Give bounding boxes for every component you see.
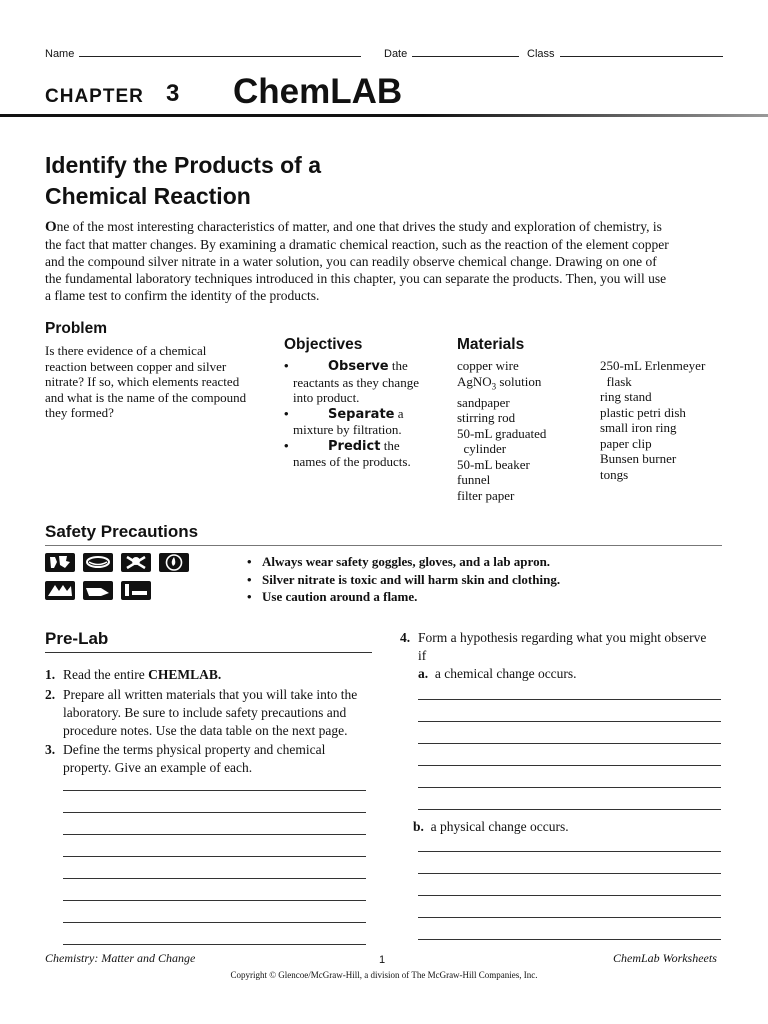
answer-line[interactable]	[63, 856, 366, 857]
answer-line[interactable]	[418, 699, 721, 700]
materials-column-1	[457, 358, 546, 503]
problem-line: they formed?	[45, 405, 114, 420]
agno3-formula: AgNO	[457, 373, 492, 389]
prelab-item-3	[45, 741, 375, 777]
answer-line[interactable]	[418, 721, 721, 722]
material-item: Bunsen burner	[600, 451, 677, 466]
objectives-list	[284, 358, 444, 470]
prelab-item-4b	[413, 819, 569, 835]
hand-safety-icon	[83, 581, 113, 600]
answer-line[interactable]	[418, 809, 721, 810]
answer-line[interactable]	[418, 765, 721, 766]
footer-book-title: Chemistry: Matter and Change	[45, 951, 196, 965]
answer-line[interactable]	[63, 944, 366, 945]
chapter-label: CHAPTER	[45, 86, 144, 107]
prelab-item-1	[45, 666, 375, 684]
answer-line[interactable]	[418, 873, 721, 874]
safety-item: • Silver nitrate is toxic and will harm skin and clothing.	[247, 571, 560, 589]
answer-line[interactable]	[418, 851, 721, 852]
item-text: Define the terms physical property and chemical	[63, 742, 326, 757]
material-item: paper clip	[600, 435, 652, 451]
problem-line: nitrate? If so, which elements reacted	[45, 374, 240, 389]
item-text: laboratory. Be sure to include safety precautions and	[63, 705, 347, 720]
item-text: Prepare all written materials that you will take into the	[63, 687, 358, 702]
agno3-subscript: 3	[491, 381, 497, 392]
answer-line[interactable]	[63, 834, 366, 835]
objective-item	[284, 358, 444, 406]
goggles-icon	[45, 553, 75, 572]
material-item	[457, 374, 546, 395]
item-bold-text: CHEMLAB.	[148, 667, 222, 682]
safety-rule	[45, 545, 722, 546]
objective-text: mixture by filtration.	[293, 422, 402, 437]
class-underline	[560, 45, 723, 57]
item-text: a chemical change occurs.	[434, 666, 577, 681]
agno3-rest: solution	[496, 373, 542, 389]
answer-line[interactable]	[63, 812, 366, 813]
objective-text: the	[380, 437, 400, 453]
material-item: plastic petri dish	[600, 404, 686, 420]
fume-icon	[121, 581, 151, 600]
materials-heading: Materials	[457, 336, 525, 353]
intro-paragraph	[45, 218, 675, 304]
material-item: ring stand	[600, 389, 652, 404]
objective-item	[284, 438, 444, 470]
answer-line[interactable]	[418, 787, 721, 788]
intro-drop-letter: O	[45, 219, 57, 235]
footer-section-title: ChemLab Worksheets	[613, 951, 717, 965]
prelab-item-4	[400, 629, 730, 665]
material-item: sandpaper	[457, 394, 510, 410]
objective-text: a	[394, 405, 404, 421]
objective-verb: Separate	[328, 406, 395, 422]
header-rule	[0, 114, 768, 117]
page-number: 1	[379, 954, 386, 966]
copyright-notice: Copyright © Glencoe/McGraw-Hill, a division of The McGraw-Hill Companies, Inc.	[230, 970, 538, 980]
item-text: property. Give an example of each.	[63, 760, 253, 775]
material-item: 250-mL Erlenmeyer	[600, 358, 706, 373]
objective-item	[284, 406, 444, 438]
prelab-item-2	[45, 686, 375, 740]
lab-name: ChemLAB	[233, 72, 403, 111]
problem-line: Is there evidence of a chemical	[45, 343, 207, 358]
prelab-heading: Pre-Lab	[45, 629, 109, 648]
answer-line[interactable]	[63, 900, 366, 901]
item-text: a physical change occurs.	[430, 819, 569, 834]
objective-text: names of the products.	[293, 454, 411, 469]
open-flame-icon	[159, 553, 189, 572]
toxic-icon	[121, 553, 151, 572]
bullet: •	[284, 358, 289, 373]
item-text: procedure notes. Use the data table on the next page.	[63, 723, 348, 738]
material-item: funnel	[457, 472, 491, 488]
problem-line: and what is the name of the compound	[45, 389, 247, 405]
prelab-rule	[45, 652, 372, 653]
answer-line[interactable]	[63, 878, 366, 879]
objective-text: reactants as they change	[293, 374, 419, 390]
item-text: Form a hypothesis regarding what you might observe	[418, 630, 707, 645]
material-item: 50-mL beaker	[457, 456, 530, 472]
chapter-number: 3	[166, 80, 180, 107]
objective-text: the	[388, 358, 408, 373]
name-field[interactable]	[45, 45, 361, 60]
material-item: small iron ring	[600, 420, 677, 435]
class-label: Class	[527, 48, 555, 60]
answer-line[interactable]	[418, 743, 721, 744]
clothing-protection-icon	[83, 553, 113, 572]
name-label: Name	[45, 48, 75, 60]
safety-heading: Safety Precautions	[45, 522, 199, 541]
item-text: if	[418, 648, 427, 663]
title-line-2: Chemical Reaction	[45, 183, 251, 209]
item-number: 2.	[45, 687, 56, 702]
answer-line[interactable]	[63, 922, 366, 923]
material-item: filter paper	[457, 487, 515, 503]
objective-text: into product.	[293, 390, 360, 405]
material-item: tongs	[600, 466, 629, 482]
material-item: 50-mL graduated	[457, 425, 547, 441]
date-label: Date	[384, 48, 408, 60]
item-number: 4.	[400, 630, 411, 645]
material-item: cylinder	[457, 441, 507, 457]
safety-item: • Use caution around a flame.	[247, 588, 560, 606]
class-field[interactable]	[527, 45, 723, 60]
problem-heading: Problem	[45, 320, 108, 337]
bullet: •	[284, 405, 289, 421]
safety-list	[247, 553, 560, 606]
intro-text: ne of the most interesting characteristics of matter, and one that drives the study and exploration of chemistry, is the fact that matter changes. By examining a dramatic chemical reaction, such as the reaction of the element copper and the compound silver nitrate in a water solution, you can readily observe chemical change. Drawing on one of the fundamental laboratory techniques introduced in this chapter, you can separate the products. Then, you will use a flame test to confirm the identity of the products.	[45, 219, 669, 303]
date-underline	[412, 45, 519, 57]
answer-line[interactable]	[63, 790, 366, 791]
objectives-heading: Objectives	[284, 336, 363, 353]
material-item: stirring rod	[457, 410, 516, 426]
chemical-hazard-icon	[45, 581, 75, 600]
item-letter: a.	[418, 666, 429, 681]
answer-line[interactable]	[418, 917, 721, 918]
item-letter: b.	[413, 819, 424, 834]
item-number: 3.	[45, 742, 56, 757]
item-number: 1.	[45, 667, 56, 682]
title-line-1: Identify the Products of a	[45, 152, 322, 178]
problem-line: reaction between copper and silver	[45, 358, 227, 374]
answer-line[interactable]	[418, 895, 721, 896]
date-field[interactable]	[384, 45, 519, 60]
problem-text	[45, 343, 275, 421]
material-item: flask	[600, 373, 632, 389]
page-title	[45, 150, 545, 212]
prelab-item-4a	[418, 666, 577, 682]
material-item: copper wire	[457, 358, 519, 373]
bullet: •	[284, 437, 289, 453]
safety-item: • Always wear safety goggles, gloves, and a lab apron.	[247, 553, 560, 571]
item-text: Read the entire	[63, 667, 149, 682]
name-underline	[79, 45, 361, 57]
objective-verb: Predict	[328, 438, 381, 454]
materials-column-2	[600, 358, 705, 482]
objective-verb: Observe	[328, 359, 389, 374]
answer-line[interactable]	[418, 939, 721, 940]
